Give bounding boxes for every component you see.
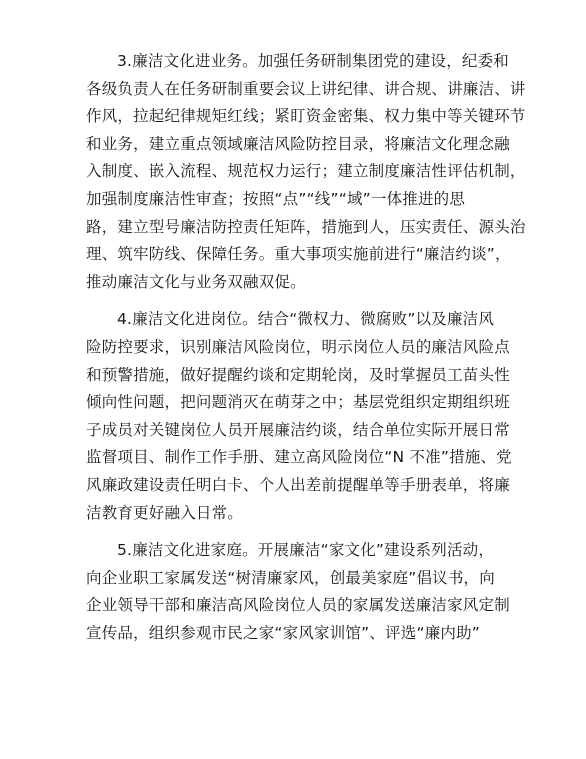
paragraph-business — [86, 48, 526, 296]
text-line: 洁教育更好融入日常。 — [86, 503, 244, 522]
text-line: 入制度、嵌入流程、规范权力运行；建立制度廉洁性评估机制， — [86, 162, 526, 181]
paragraph-position — [86, 306, 512, 527]
paragraph-family — [86, 537, 510, 647]
text-line: 风廉政建设责任明白卡、个人出差前提醒单等手册表单，将廉 — [86, 475, 510, 494]
text-line: 路，建立型号廉洁防控责任矩阵，措施到人，压实责任、源头治 — [86, 217, 526, 236]
text-line: 监督项目、制作工作手册、建立高风险岗位“N 不准”措施、党 — [86, 448, 512, 467]
text-line: 推动廉洁文化与业务双融双促。 — [86, 272, 306, 291]
text-line: 5.廉洁文化进家庭。开展廉洁“家文化”建设系列活动， — [117, 541, 495, 560]
text-line: 和预警措施，做好提醒约谈和定期轮岗，及时掌握员工苗头性 — [86, 365, 510, 384]
text-line: 3.廉洁文化进业务。加强任务研制集团党的建设，纪委和 — [117, 52, 509, 70]
text-line: 和业务，建立重点领域廉洁风险防控目录，将廉洁文化理念融 — [86, 134, 510, 153]
text-line: 加强制度廉洁性审查；按照“点”“线”“域”一体推进的思 — [86, 189, 466, 208]
text-line: 各级负责人在任务研制重要会议上讲纪律、讲合规、讲廉洁、讲 — [86, 79, 526, 98]
text-line: 4.廉洁文化进岗位。结合“微权力、微腐败”以及廉洁风 — [117, 310, 495, 329]
text-line: 子成员对关键岗位人员开展廉洁约谈，结合单位实际开展日常 — [86, 420, 510, 439]
text-line: 向企业职工家属发送“树清廉家风，创最美家庭”倡议书，向 — [86, 568, 495, 587]
text-line: 倾向性问题，把问题消灭在萌芽之中；基层党组织定期组织班 — [86, 393, 510, 412]
document-body — [86, 48, 526, 657]
text-line: 险防控要求，识别廉洁风险岗位，明示岗位人员的廉洁风险点 — [86, 337, 510, 356]
text-line: 企业领导干部和廉洁高风险岗位人员的家属发送廉洁家风定制 — [86, 596, 510, 615]
text-line: 作风，拉起纪律规矩红线；紧盯资金密集、权力集中等关键环节 — [86, 107, 526, 126]
text-line: 理、筑牢防线、保障任务。重大事项实施前进行“廉洁约谈”， — [86, 245, 511, 264]
text-line: 宣传品，组织参观市民之家“家风家训馆”、评选“廉内助” — [86, 623, 481, 642]
